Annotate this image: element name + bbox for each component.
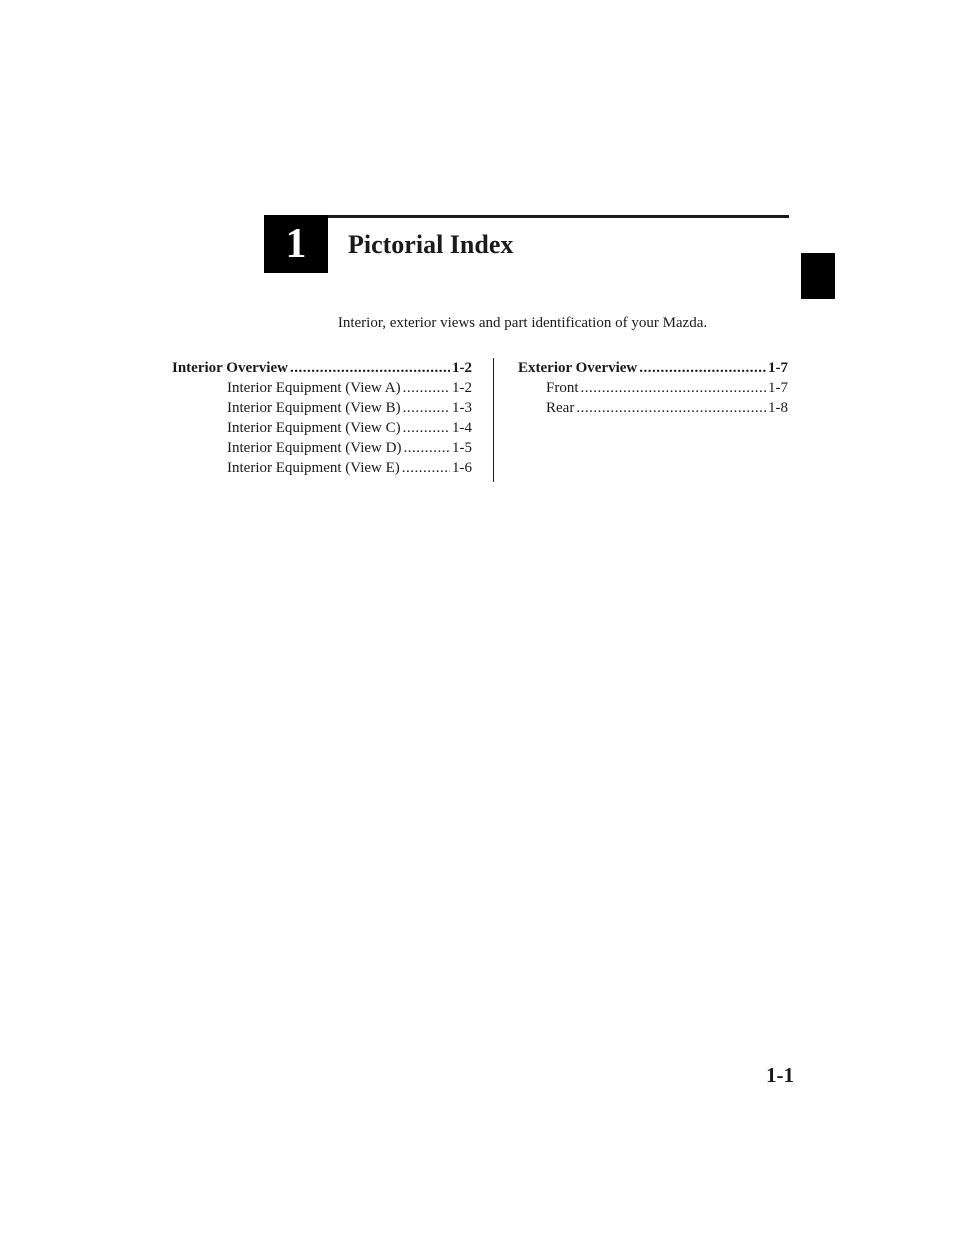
toc-leader-dots (403, 438, 450, 458)
toc-leader-dots (402, 458, 450, 478)
toc-entry-page: 1-2 (452, 360, 472, 376)
chapter-number-box: 1 (264, 215, 328, 273)
toc-entry-page: 1-8 (768, 400, 788, 416)
toc-entry-page: 1-4 (452, 420, 472, 436)
toc-entry-page: 1-2 (452, 380, 472, 396)
toc-entry-label: Exterior Overview (518, 360, 638, 376)
toc-entry[interactable] (518, 398, 788, 418)
toc-entry-label: Interior Equipment (View B) (227, 400, 401, 416)
toc-entry-label: Front (546, 380, 579, 396)
chapter-header (264, 215, 789, 273)
toc-right-column (518, 358, 788, 418)
toc-entry-page: 1-7 (768, 380, 788, 396)
toc-entry[interactable] (172, 458, 472, 478)
chapter-edge-tab (801, 253, 835, 299)
chapter-title: Pictorial Index (348, 230, 514, 259)
toc-entry-label: Interior Equipment (View D) (227, 440, 402, 456)
toc-entry[interactable] (518, 358, 788, 378)
toc-entry[interactable] (172, 398, 472, 418)
toc-leader-dots (290, 358, 450, 378)
toc-entry-label: Rear (546, 400, 575, 416)
toc-column-divider (493, 358, 494, 482)
toc-entry-label: Interior Equipment (View A) (227, 380, 401, 396)
toc-leader-dots (639, 358, 766, 378)
toc-leader-dots (403, 398, 450, 418)
toc-entry-page: 1-6 (452, 460, 472, 476)
toc-leader-dots (576, 398, 766, 418)
toc-entry[interactable] (172, 358, 472, 378)
toc-entry[interactable] (172, 378, 472, 398)
toc-leader-dots (403, 378, 450, 398)
toc-entry-label: Interior Equipment (View C) (227, 420, 401, 436)
chapter-intro: Interior, exterior views and part identification of your Mazda. (337, 315, 708, 331)
toc-entry-page: 1-3 (452, 400, 472, 416)
toc-leader-dots (403, 418, 450, 438)
toc-entry[interactable] (172, 438, 472, 458)
toc-entry-label: Interior Equipment (View E) (227, 460, 400, 476)
toc-entry[interactable] (518, 378, 788, 398)
toc-entry-page: 1-7 (768, 360, 788, 376)
toc-entry-label: Interior Overview (172, 360, 288, 376)
toc-left-column (172, 358, 472, 478)
toc-entry-page: 1-5 (452, 440, 472, 456)
toc-entry[interactable] (172, 418, 472, 438)
toc-leader-dots (581, 378, 766, 398)
chapter-rule (264, 215, 789, 218)
page-number: 1-1 (766, 1063, 794, 1087)
